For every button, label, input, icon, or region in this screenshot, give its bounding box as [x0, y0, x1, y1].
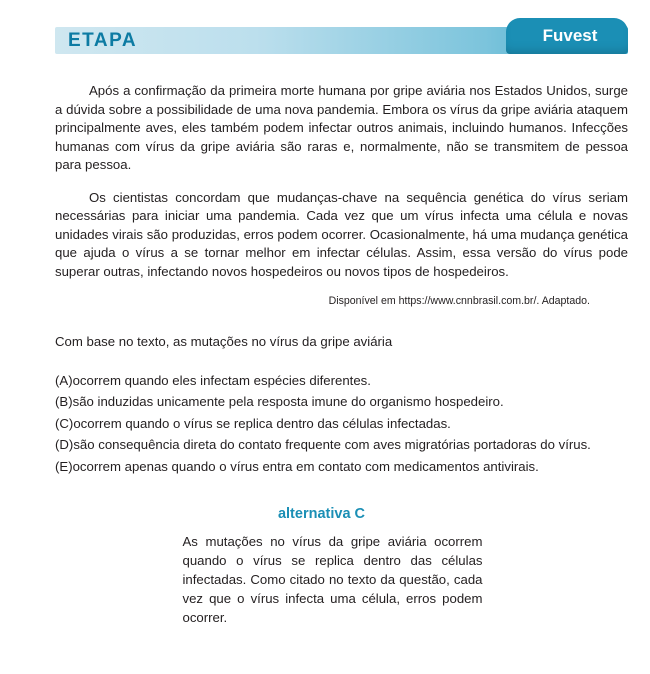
option-e-text: ocorrem apenas quando o vírus entra em contato com medicamentos antivirais.: [72, 458, 539, 474]
option-d[interactable]: [55, 436, 628, 455]
option-b-letter: (B): [55, 394, 73, 409]
answer-title: alternativa C: [277, 506, 366, 522]
option-c[interactable]: [55, 415, 628, 434]
option-b-text: são induzidas unicamente pela resposta imune do organismo hospedeiro.: [72, 394, 504, 409]
options-list: [55, 372, 628, 477]
question-stem: Com base no texto, as mutações no vírus da gripe aviária: [55, 334, 393, 349]
option-a-text: ocorrem quando eles infectam espécies diferentes.: [72, 372, 371, 388]
passage-source: Disponível em https://www.cnnbrasil.com.br/. Adaptado.: [328, 295, 590, 307]
option-d-letter: (D): [55, 437, 74, 452]
document-content: [0, 60, 650, 627]
option-d-text: são consequência direta do contato frequente com aves migratórias portadoras do vírus.: [73, 437, 591, 452]
option-e[interactable]: [55, 458, 628, 477]
option-c-text: ocorrem quando o vírus se replica dentro das células infectadas.: [73, 415, 451, 431]
exam-tab-label: Fuvest: [542, 26, 598, 45]
answer-explanation: As mutações no vírus da gripe aviária ocorrem quando o vírus se replica dentro das células infectadas. Como citado no texto da questão, cada vez que o vírus infecta uma célula, erros podem ocorrer.: [182, 534, 483, 625]
page-header: [0, 0, 650, 60]
option-a-letter: (A): [55, 372, 73, 388]
passage-paragraph-1: Após a confirmação da primeira morte humana por gripe aviária nos Estados Unidos, surge a dúvida sobre a possibilidade de uma nova pandemia. Embora os vírus da gripe aviária ataquem principalmente aves, eles também podem infectar outros animais, incluindo humanos. Infecções humanas com vírus da gripe aviária são raras e, normalmente, não se transmitem de pessoa para pessoa.: [55, 83, 628, 172]
option-e-letter: (E): [55, 458, 73, 474]
option-a[interactable]: [55, 372, 628, 391]
option-c-letter: (C): [55, 415, 74, 431]
option-b[interactable]: [55, 393, 628, 412]
brand-logo: ETAPA: [68, 30, 138, 51]
passage-paragraph-2: Os cientistas concordam que mudanças-chave na sequência genética do vírus seriam necessárias para iniciar uma pandemia. Cada vez que um vírus infecta uma célula e novas unidades virais são produzidas, erros podem ocorrer. Ocasionalmente, há uma mudança genética que ajuda o vírus a se tornar melhor em infectar células. Assim, essa versão do vírus pode superar outras, infectando novos hospedeiros ou novos tipos de hospedeiros.: [55, 189, 628, 279]
exam-tab: [506, 18, 628, 54]
